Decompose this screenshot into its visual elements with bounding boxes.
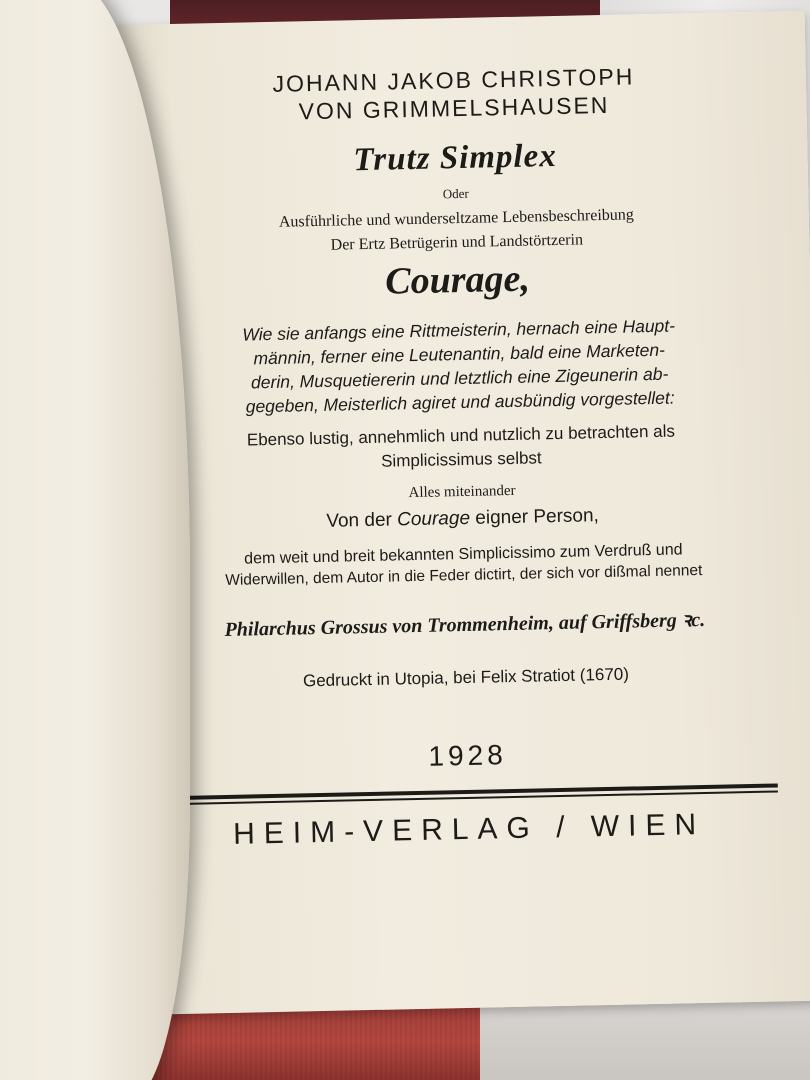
subtitle-line-1: Ausführliche und wunderseltzame Lebensbeschreibung: [278, 206, 634, 231]
subtitle-line-2: Der Ertz Betrügerin und Landstörtzerin: [330, 231, 584, 254]
von-der-suffix: eigner Person,: [469, 505, 600, 529]
ebenso-line-1: Ebenso lustig, annehmlich und nutzlich zu betrachten als: [246, 421, 676, 450]
background-board: [480, 995, 810, 1080]
von-der-prefix: Von der: [326, 509, 398, 532]
dem-line-1: dem weit und breit bekannten Simplicissimo zum Verdruß und: [244, 541, 683, 568]
author-line-2: VON GRIMMELSHAUSEN: [298, 91, 610, 125]
dem-line-2: Widerwillen, dem Autor in die Feder dictirt, der sich vor dißmal nennet: [225, 561, 703, 589]
publisher-line: HEIM-VERLAG / WIEN: [232, 807, 706, 851]
alles-line: Alles miteinander: [408, 482, 516, 502]
publication-year: 1928: [428, 739, 508, 772]
description-line-3: derin, Musquetiererin und letztlich eine Zigeunerin ab-: [250, 363, 669, 393]
title-page: [100, 11, 810, 1016]
courage-heading: Courage,: [384, 257, 531, 303]
gedruckt-line: Gedruckt in Utopia, bei Felix Stratiot (1670): [302, 664, 630, 691]
von-der-courage: Courage: [396, 507, 471, 531]
description-line-2: männin, ferner eine Leutenantin, bald eine Marketen-: [253, 339, 666, 369]
book-title: Trutz Simplex: [353, 137, 558, 179]
oder-label: Oder: [442, 185, 469, 202]
description-line-4: gegeben, Meisterlich agiret und ausbündig vorgestellet:: [245, 387, 675, 417]
author-line-1: JOHANN JAKOB CHRISTOPH: [272, 63, 635, 97]
philarchus-line: Philarchus Grossus von Trommenheim, auf Griffsberg ꝛc.: [224, 608, 706, 642]
ebenso-line-2: Simplicissimus selbst: [380, 448, 542, 471]
description-line-1: Wie sie anfangs eine Rittmeisterin, hernach eine Haupt-: [242, 315, 676, 345]
